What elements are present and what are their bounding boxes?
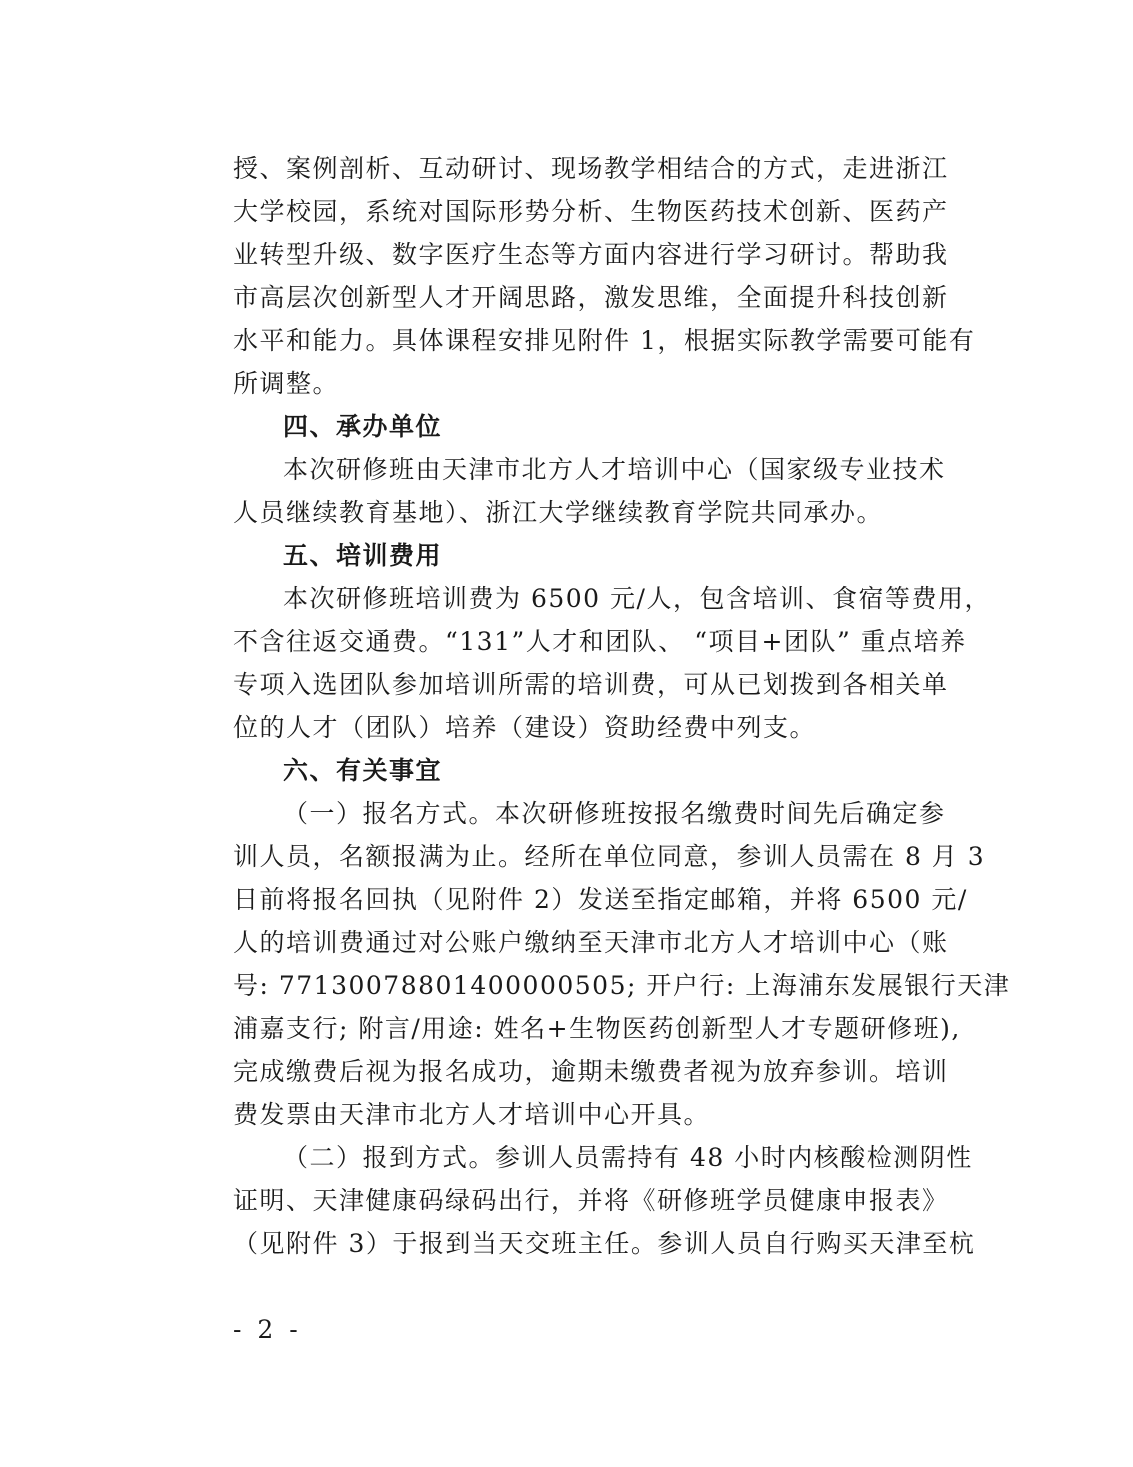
- paragraph-line: 大学校园，系统对国际形势分析、生物医药技术创新、医药产: [233, 197, 949, 226]
- paragraph-line: 训人员，名额报满为止。经所在单位同意，参训人员需在 8 月 3: [233, 842, 986, 871]
- paragraph-line: 本次研修班培训费为 6500 元/人，包含培训、食宿等费用，: [283, 584, 991, 613]
- document-body: [233, 147, 1011, 1265]
- paragraph-line: 证明、天津健康码绿码出行，并将《研修班学员健康申报表》: [233, 1186, 949, 1215]
- paragraph-line: 本次研修班由天津市北方人才培训中心（国家级专业技术: [283, 455, 946, 484]
- paragraph-line: 业转型升级、数字医疗生态等方面内容进行学习研讨。帮助我: [233, 240, 949, 269]
- paragraph-line: 不含往返交通费。“131”人才和团队、 “项目+团队” 重点培养: [233, 627, 967, 656]
- paragraph-line: 水平和能力。具体课程安排见附件 1，根据实际教学需要可能有: [233, 326, 976, 355]
- paragraph-line: （一）报名方式。本次研修班按报名缴费时间先后确定参: [283, 799, 946, 828]
- section-heading-organizer: 四、承办单位: [283, 412, 443, 441]
- paragraph-line: 市高层次创新型人才开阔思路，激发思维，全面提升科技创新: [233, 283, 949, 312]
- paragraph-line: （见附件 3）于报到当天交班主任。参训人员自行购买天津至杭: [233, 1229, 976, 1258]
- paragraph-line: 费发票由天津市北方人才培训中心开具。: [233, 1100, 711, 1129]
- paragraph-line: 授、案例剖析、互动研讨、现场教学相结合的方式，走进浙江: [233, 154, 949, 183]
- paragraph-line: （二）报到方式。参训人员需持有 48 小时内核酸检测阴性: [283, 1143, 973, 1172]
- paragraph-line: 人员继续教育基地）、浙江大学继续教育学院共同承办。: [233, 498, 884, 527]
- paragraph-line: 位的人才（团队）培养（建设）资助经费中列支。: [233, 713, 817, 742]
- paragraph-line: 完成缴费后视为报名成功，逾期未缴费者视为放弃参训。培训: [233, 1057, 949, 1086]
- paragraph-line: 号: 77130078801400000505; 开户行: 上海浦东发展银行天津: [233, 971, 1011, 1000]
- section-heading-fees: 五、培训费用: [283, 541, 443, 570]
- paragraph-line: 所调整。: [233, 369, 340, 398]
- paragraph-line: 人的培训费通过对公账户缴纳至天津市北方人才培训中心（账: [233, 928, 949, 957]
- paragraph-line: 专项入选团队参加培训所需的培训费，可从已划拨到各相关单: [233, 670, 949, 699]
- section-heading-matters: 六、有关事宜: [283, 756, 443, 785]
- page-number: - 2 -: [233, 1315, 302, 1344]
- paragraph-line: 日前将报名回执（见附件 2）发送至指定邮箱，并将 6500 元/: [233, 885, 968, 914]
- paragraph-line: 浦嘉支行; 附言/用途: 姓名+生物医药创新型人才专题研修班),: [233, 1014, 961, 1043]
